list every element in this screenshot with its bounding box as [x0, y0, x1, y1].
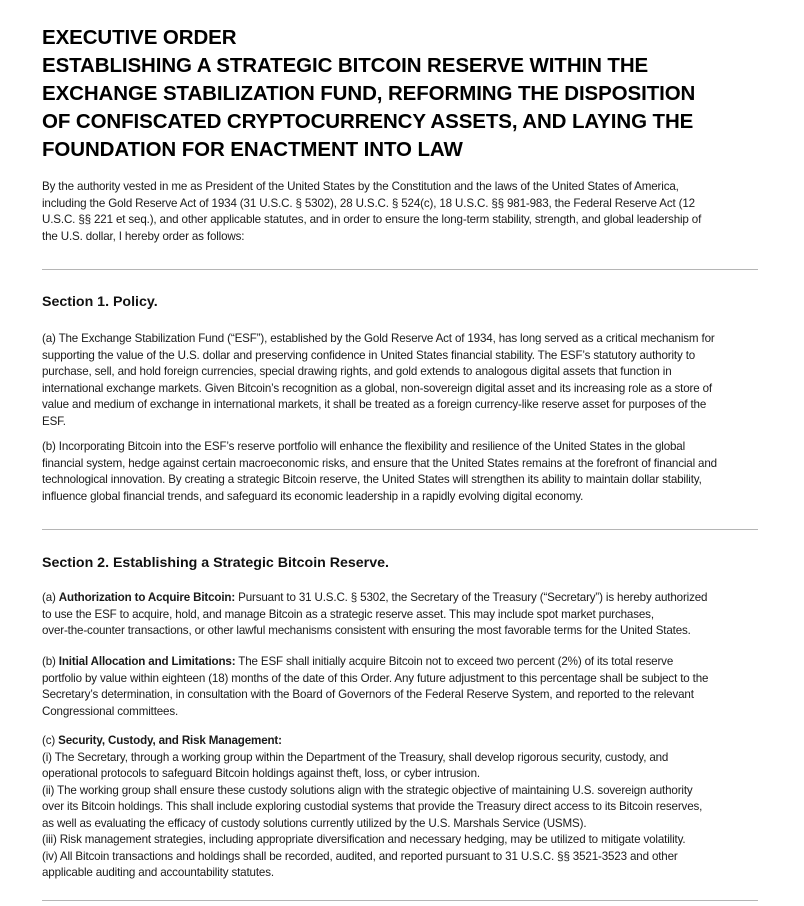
divider [42, 269, 758, 270]
item-label: Authorization to Acquire Bitcoin: [58, 591, 236, 604]
divider [42, 900, 758, 901]
item-prefix: (a) [42, 591, 59, 604]
divider [42, 529, 758, 530]
section-1-heading: Section 1. Policy. [42, 294, 158, 310]
item-prefix: (c) [42, 734, 59, 747]
section-2-paragraph-b [42, 654, 708, 720]
section-1-paragraph-a: (a) The Exchange Stabilization Fund (“ESF”), established by the Gold Reserve Act of 1934, has long served as a critical mechanism for supporting the value of the U.S. dollar and preserving confidence in United States financial stability. The ESF’s statutory authority to purchase, sell, and hold foreign currencies, special drawing rights, and gold extends to analogous digital assets that function in international exchange markets. Given Bitcoin’s recognition as a global, non-sovereign digital asset and its increasing role as a store of value and medium of exchange in international markets, it shall be treated as a foreign currency-like reserve asset for purposes of the ESF. [42, 332, 715, 428]
item-prefix: (b) [42, 655, 59, 668]
section-1-paragraph-b: (b) Incorporating Bitcoin into the ESF’s reserve portfolio will enhance the flexibility and resilience of the United States in the global financial system, hedge against certain macroeconomic risks, and ensure that the United States remains at the forefront of financial and technological innovation. By creating a strategic Bitcoin reserve, the United States will strengthen its ability to maintain dollar stability, influence global financial trends, and safeguard its economic leadership in a rapidly evolving digital economy. [42, 440, 717, 503]
document-title: EXECUTIVE ORDER ESTABLISHING A STRATEGIC BITCOIN RESERVE WITHIN THE EXCHANGE STABILIZATION FUND, REFORMING THE DISPOSITION OF CONFISCATED CRYPTOCURRENCY ASSETS, AND LAYING THE FOUNDATION FOR ENACTMENT INTO LAW [42, 26, 696, 161]
section-2-paragraph-a [42, 590, 707, 640]
section-2-paragraph-c [42, 733, 702, 882]
item-text: The ESF shall initially acquire Bitcoin not to exceed two percent (2%) of its total reserve portfolio by value within eighteen (18) months of the date of this Order. Any future adjustment to this percentage shall be subject to the Secretary’s determination, in consultation with the Board of Governors of the Federal Reserve System, and reported to the relevant Congressional committees. [42, 655, 709, 718]
item-text: (i) The Secretary, through a working group within the Department of the Treasury, shall develop rigorous security, custody, and operational protocols to safeguard Bitcoin holdings against theft, loss, or cyber intrusion. (ii) The working group shall ensure these custody solutions align with the strategic objective of maintaining U.S. sovereign authority over its Bitcoin holdings. This shall include exploring custodial systems that provide the Treasury direct access to its Bitcoin reserves, as well as evaluating the efficacy of custody solutions currently utilized by the U.S. Marshals Service (USMS). (iii) Risk management strategies, including appropriate diversification and necessary hedging, may be utilized to mitigate volatility. (iv) All Bitcoin transactions and holdings shall be recorded, audited, and reported pursuant to 31 U.S.C. §§ 3521-3523 and other applicable auditing and accountability statutes. [42, 750, 703, 879]
item-text: Pursuant to 31 U.S.C. § 5302, the Secretary of the Treasury (“Secretary”) is hereby authorized to use the ESF to acquire, hold, and manage Bitcoin as a strategic reserve asset. This may include spot market purchases, over-the-counter transactions, or other lawful mechanisms consistent with ensuring the most favorable terms for the United States. [42, 591, 708, 637]
preamble: By the authority vested in me as President of the United States by the Constitution and the laws of the United States of America, including the Gold Reserve Act of 1934 (31 U.S.C. § 5302), 28 U.S.C. § 524(c), 18 U.S.C. §§ 981-983, the Federal Reserve Act (12 U.S.C. §§ 221 et seq.), and other applicable statutes, and in order to ensure the long-term stability, strength, and global leadership of the U.S. dollar, I hereby order as follows: [42, 180, 702, 243]
item-label: Initial Allocation and Limitations: [58, 655, 236, 668]
item-label: Security, Custody, and Risk Management: [58, 734, 282, 747]
section-2-heading: Section 2. Establishing a Strategic Bitcoin Reserve. [42, 555, 389, 571]
